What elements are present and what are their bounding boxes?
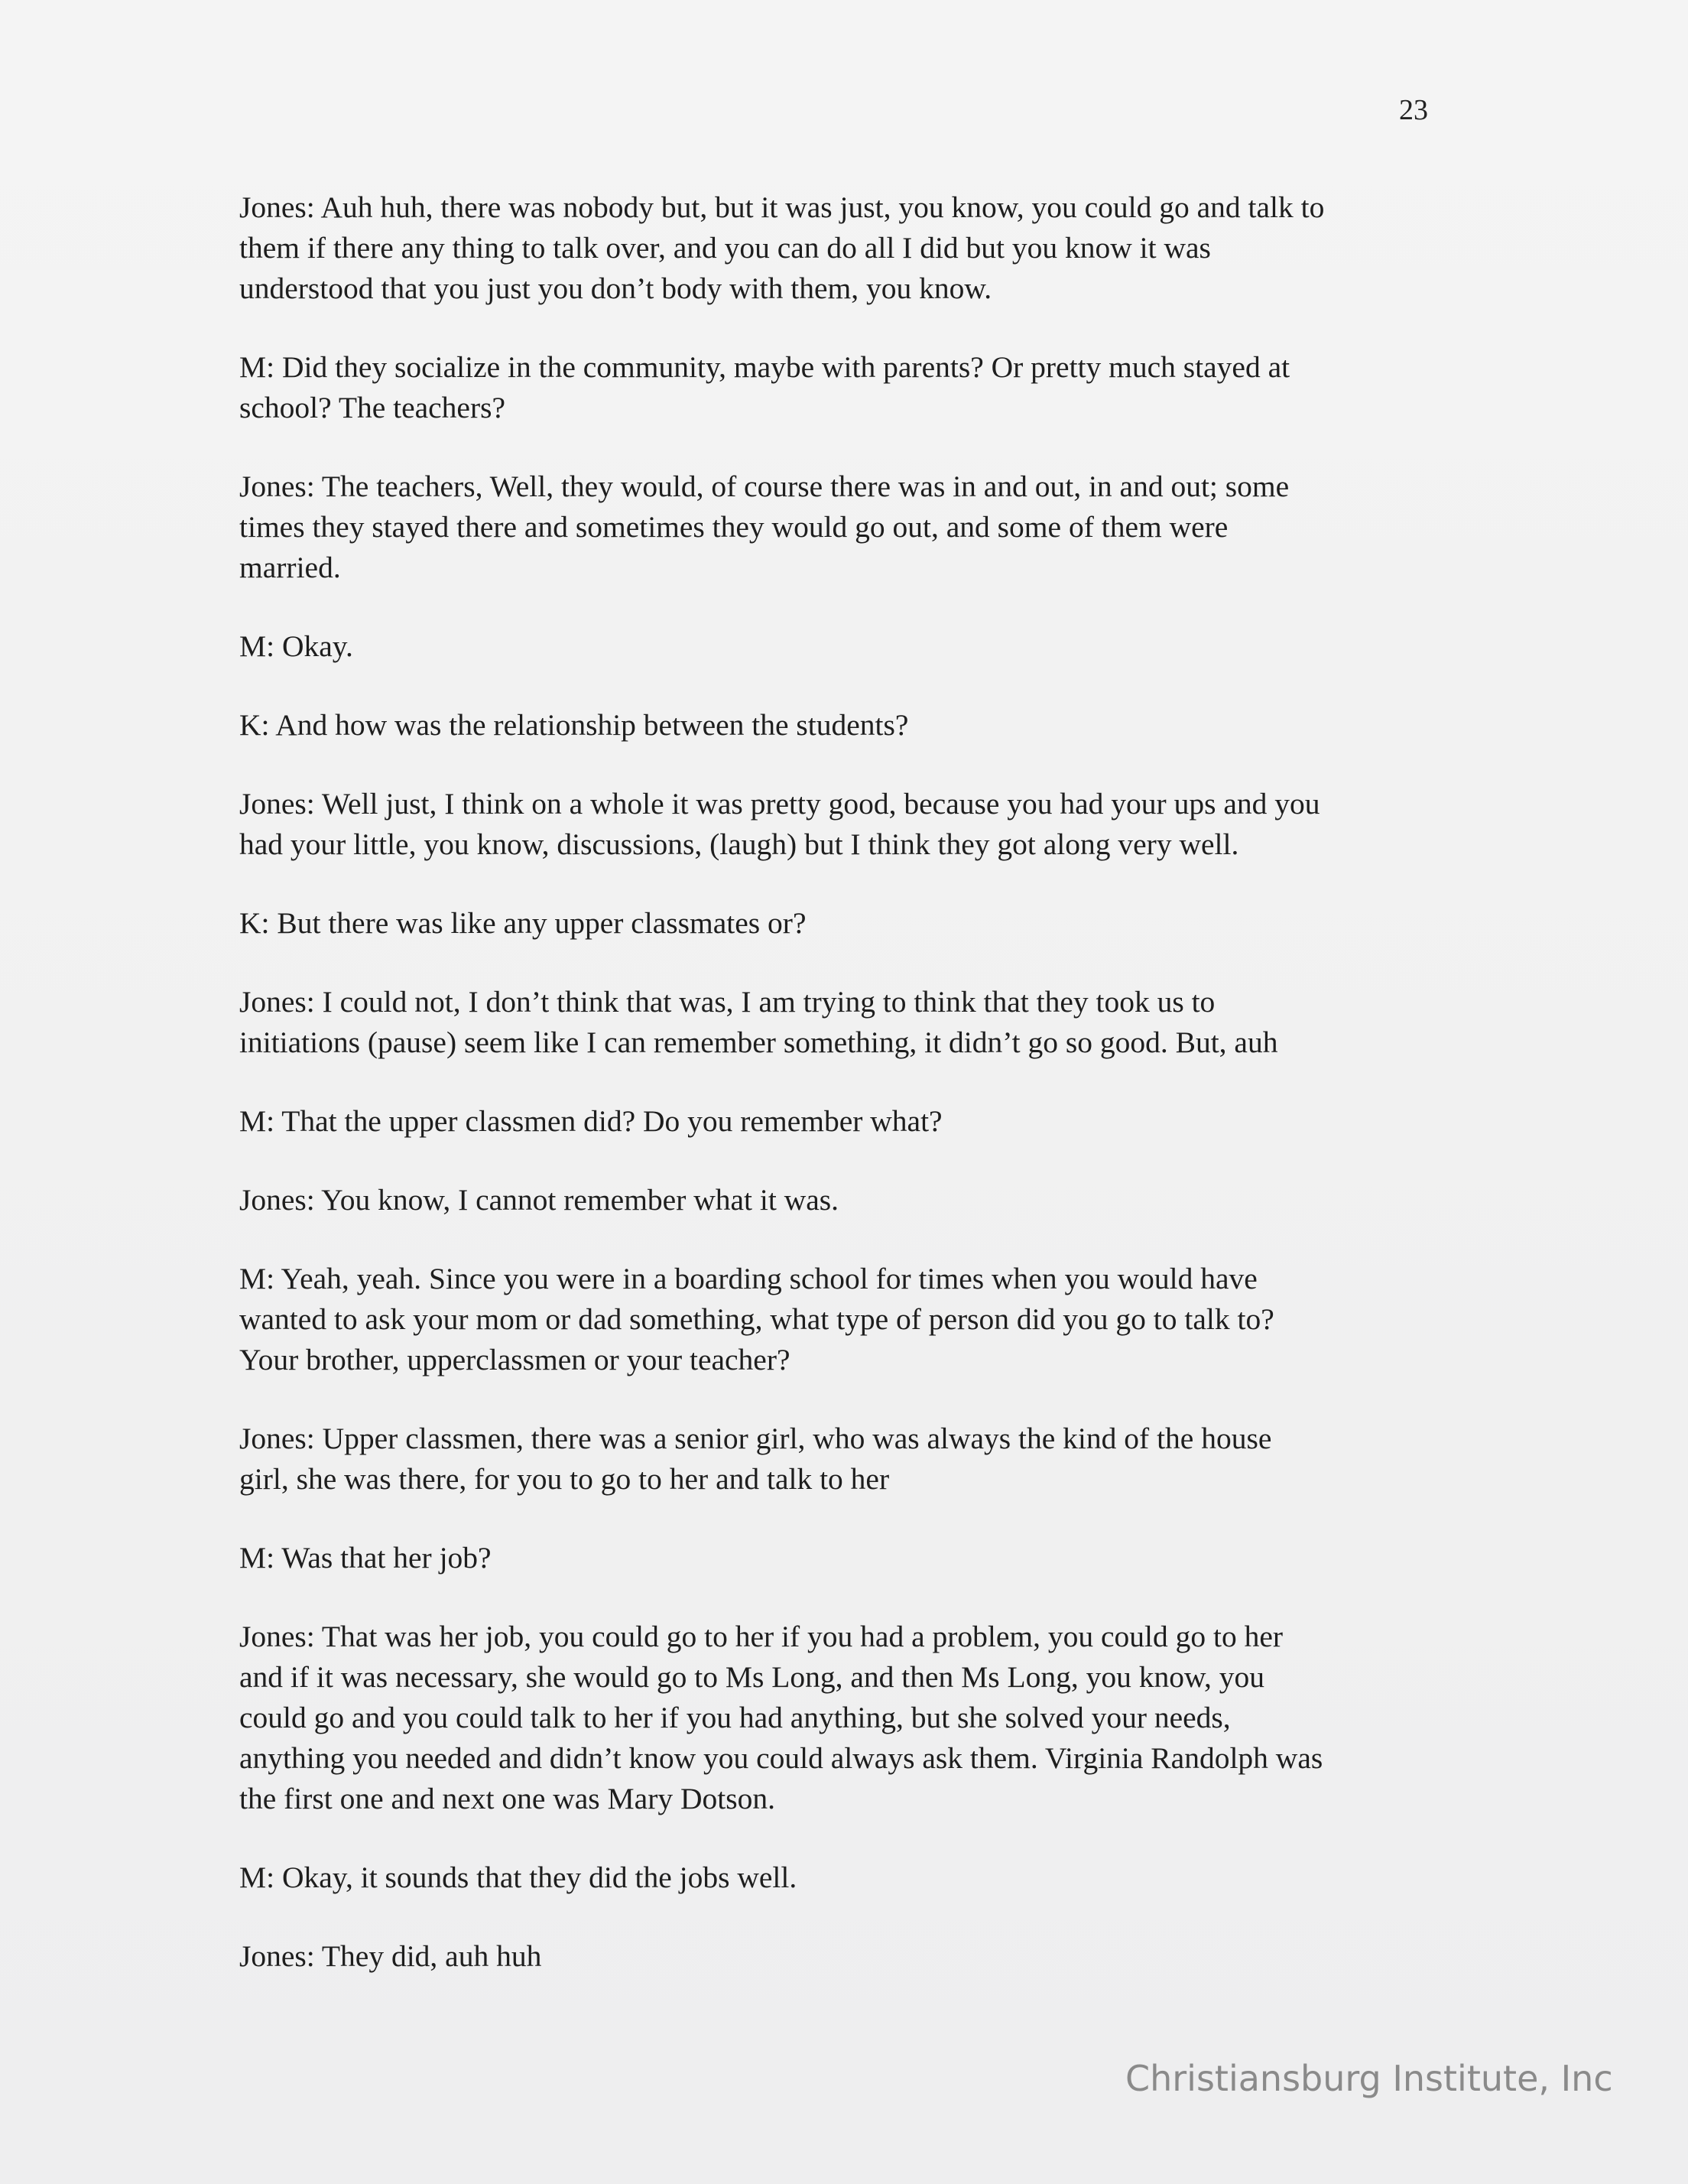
transcript-entry	[239, 982, 1455, 1063]
transcript-line: Jones: Auh huh, there was nobody but, but it was just, you know, you could go and talk to	[239, 190, 1325, 224]
transcript-entry	[239, 187, 1455, 309]
transcript-line: initiations (pause) seem like I can remember something, it didn’t go so good. But, auh	[239, 1025, 1278, 1059]
transcript-line: Jones: Upper classmen, there was a senior girl, who was always the kind of the house	[239, 1422, 1272, 1455]
transcript-line: understood that you just you don’t body with them, you know.	[239, 271, 992, 305]
transcript-line: K: But there was like any upper classmates or?	[239, 906, 807, 940]
page-number: 23	[1399, 94, 1428, 126]
transcript-line: M: Okay.	[239, 629, 353, 663]
transcript-entry	[239, 784, 1455, 865]
transcript-line: M: That the upper classmen did? Do you remember what?	[239, 1104, 943, 1138]
transcript-line: Jones: The teachers, Well, they would, of course there was in and out, in and out; some	[239, 470, 1290, 503]
transcript-line: M: Did they socialize in the community, maybe with parents? Or pretty much stayed at	[239, 350, 1290, 384]
transcript-entry	[239, 1857, 1455, 1898]
transcript-line: M: Yeah, yeah. Since you were in a boarding school for times when you would have	[239, 1262, 1258, 1295]
transcript-entry	[239, 1259, 1455, 1380]
transcript-line: Jones: They did, auh huh	[239, 1939, 542, 1973]
transcript-line: Jones: I could not, I don’t think that was, I am trying to think that they took us to	[239, 985, 1216, 1019]
transcript-line: had your little, you know, discussions, (laugh) but I think they got along very well.	[239, 827, 1239, 861]
transcript-body	[239, 187, 1455, 2015]
watermark: Christiansburg Institute, Inc	[1125, 2058, 1613, 2099]
transcript-line: M: Okay, it sounds that they did the jobs well.	[239, 1861, 797, 1894]
transcript-line: Jones: You know, I cannot remember what it was.	[239, 1183, 839, 1217]
transcript-line: girl, she was there, for you to go to her and talk to her	[239, 1462, 890, 1496]
transcript-entry	[239, 1936, 1455, 1977]
transcript-entry	[239, 1538, 1455, 1578]
transcript-line: and if it was necessary, she would go to Ms Long, and then Ms Long, you know, you	[239, 1660, 1264, 1694]
transcript-line: Your brother, upperclassmen or your teacher?	[239, 1343, 790, 1376]
transcript-line: Jones: That was her job, you could go to her if you had a problem, you could go to her	[239, 1620, 1284, 1653]
transcript-line: married.	[239, 551, 341, 584]
transcript-entry	[239, 1617, 1455, 1819]
transcript-entry	[239, 1419, 1455, 1500]
transcript-entry	[239, 903, 1455, 944]
transcript-line: K: And how was the relationship between the students?	[239, 708, 909, 742]
transcript-line: could go and you could talk to her if you had anything, but she solved your needs,	[239, 1701, 1231, 1734]
transcript-entry	[239, 466, 1455, 588]
transcript-line: anything you needed and didn’t know you could always ask them. Virginia Randolph was	[239, 1741, 1323, 1775]
transcript-line: school? The teachers?	[239, 391, 506, 424]
transcript-line: Jones: Well just, I think on a whole it was pretty good, because you had your ups and you	[239, 787, 1320, 821]
transcript-entry	[239, 626, 1455, 667]
transcript-line: them if there any thing to talk over, and you can do all I did but you know it was	[239, 231, 1211, 265]
transcript-entry	[239, 705, 1455, 746]
transcript-entry	[239, 1101, 1455, 1142]
transcript-entry	[239, 1180, 1455, 1220]
transcript-line: the first one and next one was Mary Dotson.	[239, 1782, 775, 1815]
transcript-line: times they stayed there and sometimes they would go out, and some of them were	[239, 510, 1229, 544]
transcript-entry	[239, 347, 1455, 428]
transcript-line: M: Was that her job?	[239, 1541, 492, 1575]
transcript-line: wanted to ask your mom or dad something, what type of person did you go to talk to?	[239, 1302, 1274, 1336]
